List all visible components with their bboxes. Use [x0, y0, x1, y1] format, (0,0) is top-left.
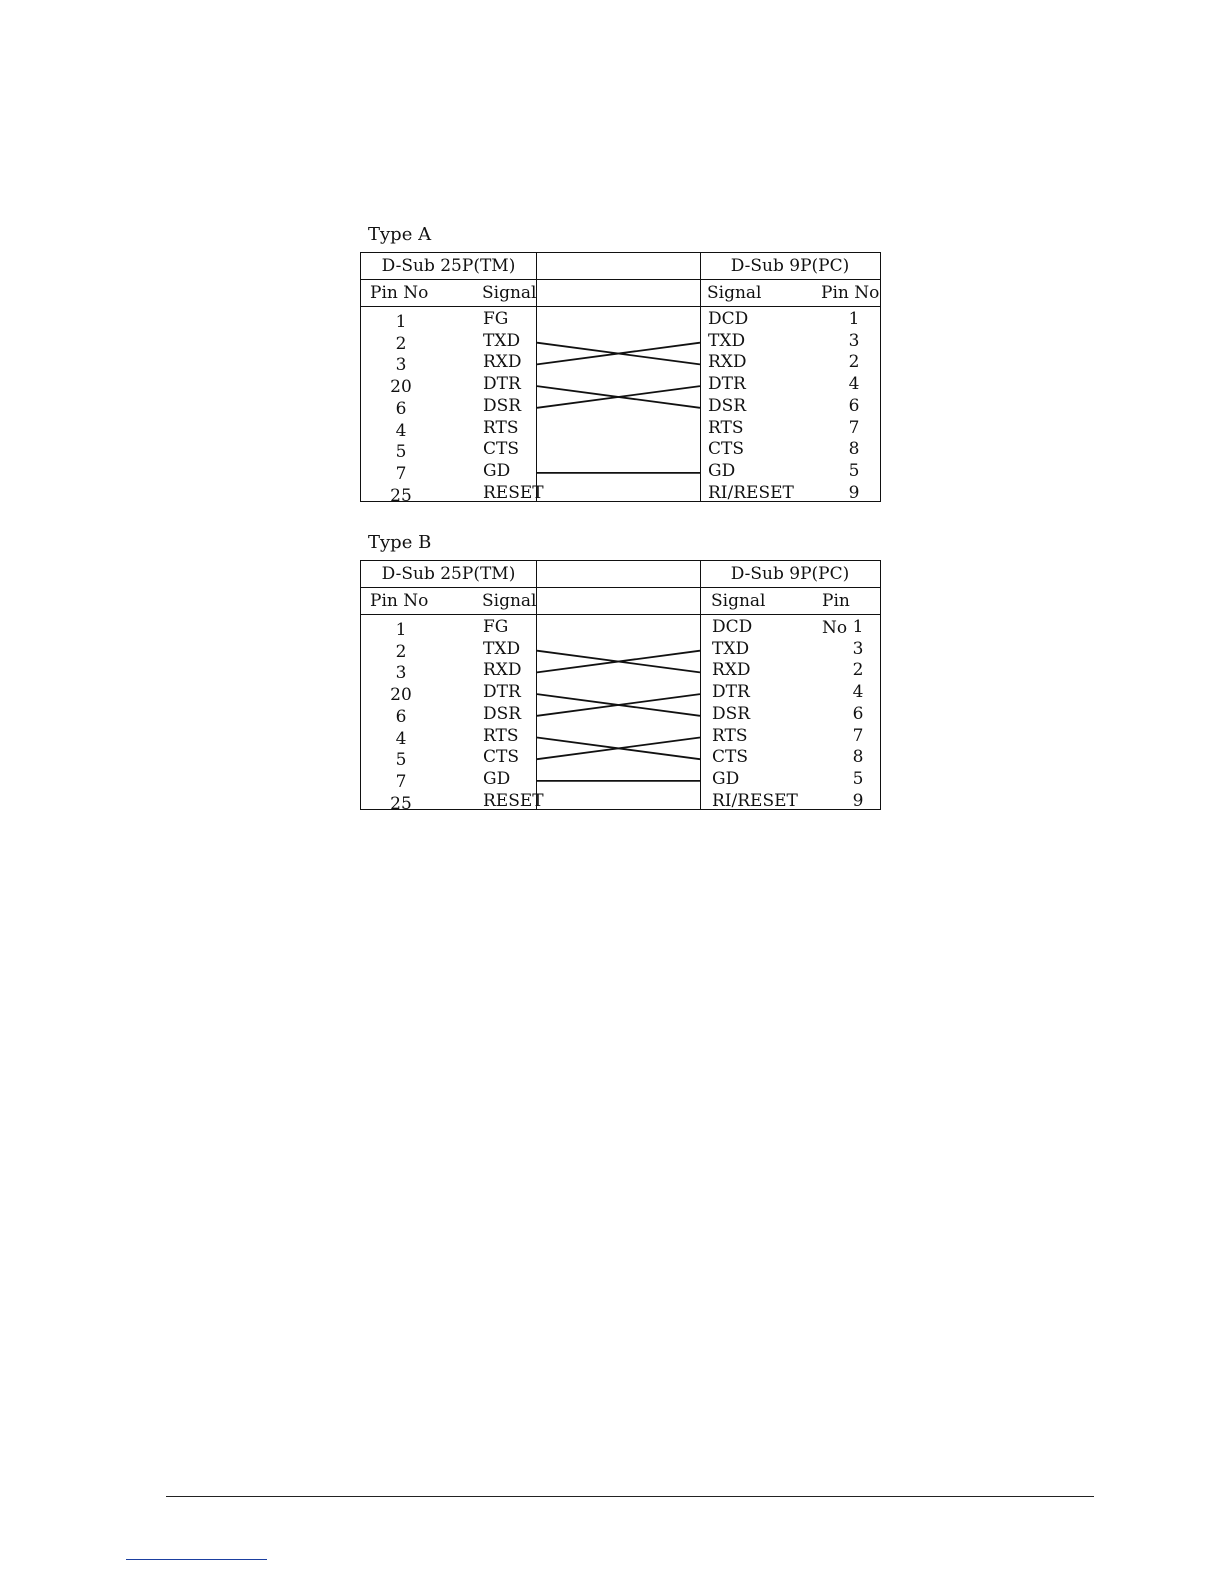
right-pin-number: 6	[848, 395, 860, 416]
right-signal-name: DCD	[712, 617, 753, 637]
left-pin-number: 3	[395, 355, 407, 376]
left-pin-number: 20	[390, 377, 412, 398]
left-signal-name: RESET	[483, 790, 544, 811]
left-connector-header: D-Sub 25P(TM)	[381, 564, 516, 584]
left-signal-name: RXD	[483, 352, 522, 373]
type-a-title: Type A	[368, 224, 432, 245]
left-pin-number: 6	[395, 398, 407, 419]
left-pin-number: 25	[390, 793, 412, 814]
right-signal-name: GD	[712, 768, 740, 789]
right-signal-name: DTR	[708, 374, 746, 395]
type-b-title: Type B	[368, 532, 432, 553]
right-pin-number: 2	[848, 352, 860, 373]
left-signal-name: TXD	[483, 330, 521, 351]
left-signal-name: RTS	[483, 725, 519, 746]
right-pin-number: 2	[852, 660, 864, 681]
right-signal-name: DCD	[708, 309, 749, 329]
right-pin-number: 9	[848, 482, 860, 503]
left-pin-number: 7	[395, 771, 407, 792]
right-signal-name: RXD	[712, 660, 751, 681]
left-signal-name: DSR	[483, 395, 522, 416]
left-signal-name: RESET	[483, 482, 544, 503]
left-signal-name: CTS	[483, 439, 519, 460]
right-signal-name: GD	[708, 460, 736, 481]
right-pin-number: 7	[852, 725, 864, 746]
left-signal-column-label: Signal	[482, 591, 537, 611]
left-pin-number: 4	[395, 420, 407, 441]
right-pin-number: 1	[848, 309, 860, 329]
right-signal-name: CTS	[712, 747, 748, 768]
left-signal-name: RXD	[483, 660, 522, 681]
left-pin-column-label: Pin No	[370, 283, 429, 303]
left-pin-number: 5	[395, 442, 407, 463]
right-pin-number: 3	[848, 330, 860, 351]
left-signal-name: GD	[483, 460, 511, 481]
right-signal-name: RTS	[712, 725, 748, 746]
type-a-table	[360, 252, 881, 506]
left-signal-name: FG	[483, 309, 509, 329]
left-pin-number: 4	[395, 728, 407, 749]
right-signal-name: DSR	[712, 703, 751, 724]
left-pin-number: 25	[390, 485, 412, 506]
right-pin-number: 8	[852, 747, 864, 768]
type-b-table	[360, 560, 881, 814]
left-signal-name: CTS	[483, 747, 519, 768]
left-signal-name: TXD	[483, 638, 521, 659]
left-signal-name: RTS	[483, 417, 519, 438]
left-signal-name: GD	[483, 768, 511, 789]
wire-lines	[361, 253, 882, 503]
right-signal-name: TXD	[712, 638, 750, 659]
footer-rule	[166, 1496, 1094, 1497]
right-connector-header: D-Sub 9P(PC)	[730, 256, 850, 276]
footer-link-underline[interactable]	[126, 1559, 267, 1560]
right-pin-column-label: Pin No	[821, 283, 880, 303]
right-pin-number: 1	[852, 617, 864, 637]
left-pin-number: 20	[390, 685, 412, 706]
right-signal-name: RI/RESET	[708, 482, 794, 503]
right-signal-name: RXD	[708, 352, 747, 373]
right-pin-number: 4	[848, 374, 860, 395]
type-b-diagram	[360, 530, 890, 814]
left-pin-number: 1	[395, 620, 407, 640]
left-pin-number: 7	[395, 463, 407, 484]
right-pin-number: 5	[852, 768, 864, 789]
type-a-diagram	[360, 222, 890, 506]
left-connector-header: D-Sub 25P(TM)	[381, 256, 516, 276]
right-signal-name: DTR	[712, 682, 750, 703]
right-signal-column-label: Signal	[711, 591, 766, 611]
right-pin-number: 8	[848, 439, 860, 460]
left-pin-column-label: Pin No	[370, 591, 429, 611]
right-pin-number: 4	[852, 682, 864, 703]
right-signal-column-label: Signal	[707, 283, 762, 303]
left-signal-column-label: Signal	[482, 283, 537, 303]
right-signal-name: RTS	[708, 417, 744, 438]
left-signal-name: DSR	[483, 703, 522, 724]
right-pin-number: 9	[852, 790, 864, 811]
right-pin-number: 6	[852, 703, 864, 724]
left-pin-number: 3	[395, 663, 407, 684]
left-signal-name: DTR	[483, 374, 521, 395]
right-pin-number: 5	[848, 460, 860, 481]
right-signal-name: DSR	[708, 395, 747, 416]
left-signal-name: FG	[483, 617, 509, 637]
right-pin-number: 3	[852, 638, 864, 659]
left-pin-number: 6	[395, 706, 407, 727]
right-signal-name: RI/RESET	[712, 790, 798, 811]
left-pin-number: 1	[395, 312, 407, 332]
left-pin-number: 2	[395, 333, 407, 354]
right-signal-name: TXD	[708, 330, 746, 351]
right-pin-column-label: Pin No	[822, 591, 850, 638]
wire-lines	[361, 561, 882, 811]
right-signal-name: CTS	[708, 439, 744, 460]
left-pin-number: 2	[395, 641, 407, 662]
left-pin-number: 5	[395, 750, 407, 771]
left-signal-name: DTR	[483, 682, 521, 703]
right-pin-number: 7	[848, 417, 860, 438]
right-connector-header: D-Sub 9P(PC)	[730, 564, 850, 584]
